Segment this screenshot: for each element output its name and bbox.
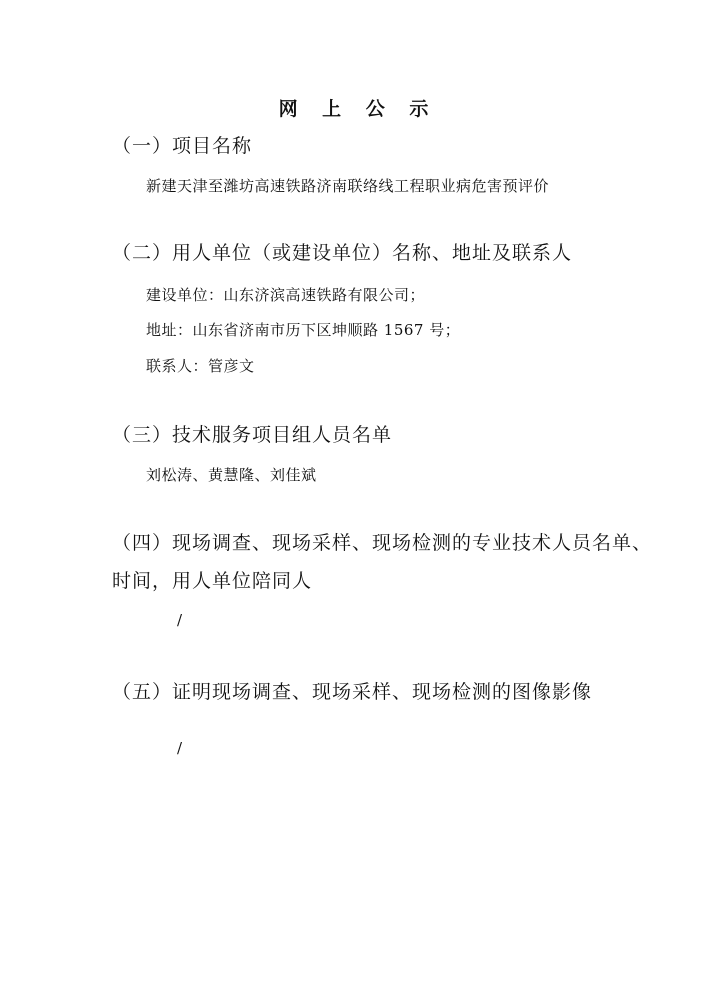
team-members: 刘松涛、黄慧隆、刘佳斌 xyxy=(146,466,317,484)
section-4-heading-line2: 时间，用人单位陪同人 xyxy=(112,570,313,592)
contact-person: 联系人：管彦文 xyxy=(146,357,255,375)
section-5-heading: （五）证明现场调查、现场采样、现场检测的图像影像 xyxy=(112,681,593,703)
section-4-value: / xyxy=(177,611,183,629)
construction-unit: 建设单位：山东济滨高速铁路有限公司； xyxy=(146,286,426,304)
section-5-value: / xyxy=(177,739,183,757)
section-4-heading-line1: （四）现场调查、现场采样、现场检测的专业技术人员名单、 xyxy=(112,532,653,554)
section-2-heading: （二）用人单位（或建设单位）名称、地址及联系人 xyxy=(112,242,573,264)
page-title: 网 上 公 示 xyxy=(278,98,438,120)
section-3-heading: （三）技术服务项目组人员名单 xyxy=(112,424,393,446)
address: 地址：山东省济南市历下区坤顺路 1567 号； xyxy=(146,321,461,339)
section-1-heading: （一）项目名称 xyxy=(112,135,253,157)
project-name: 新建天津至潍坊高速铁路济南联络线工程职业病危害预评价 xyxy=(146,177,550,195)
